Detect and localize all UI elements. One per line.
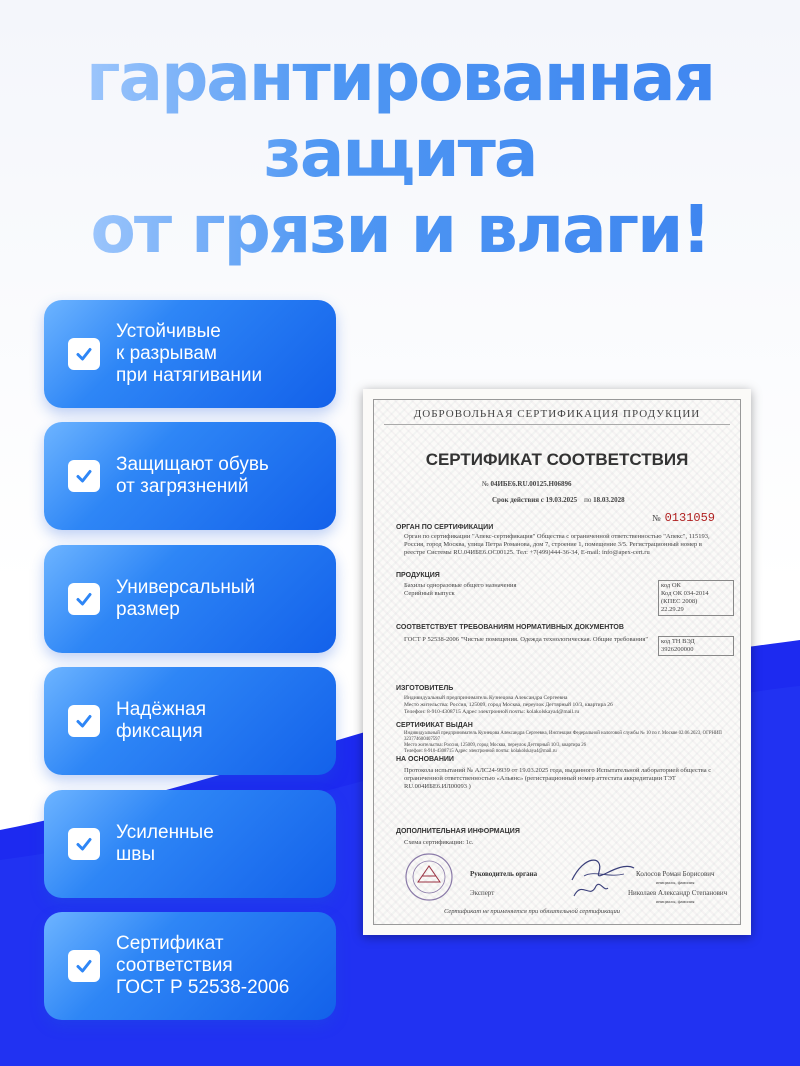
divider xyxy=(384,424,730,425)
feature-text: Универсальный размер xyxy=(116,577,256,620)
reg-number-row: № 04ИБЕ6.RU.00125.H06896 xyxy=(482,480,572,488)
headline-line-3: от грязи и влаги! xyxy=(0,192,800,268)
okpd-code-box: код ОК Код ОК 034-2014 (КПЕС 2008) 22.29.29 xyxy=(658,580,734,616)
product-text: Бахилы одноразовые общего назначения Серийный выпуск xyxy=(404,582,517,597)
requirements-label: СООТВЕТСТВУЕТ ТРЕБОВАНИЯМ НОРМАТИВНЫХ ДОКУМЕНТОВ xyxy=(396,624,624,631)
feature-card-certificate xyxy=(44,912,336,1020)
organ-text: Орган по сертификации "Апекс-сертификация" Общества с ограниченной ответственностью "Апекс", 115193, Россия, город Москва, улица Петра Романова, дом 7, строение 1, помещение 3/5. Регистрационный номер в реестре Системы RU.04ИБЕ6.ОС00125. Тел: +7(499)444-36-34, E-mail: info@apex-cert.ru xyxy=(404,533,710,556)
signature-expert-icon xyxy=(570,878,610,902)
expert-label: Эксперт xyxy=(470,889,495,897)
head-caption: инициалы, фамилия xyxy=(656,880,695,885)
serial-row: № 0131059 xyxy=(652,511,716,525)
head-label: Руководитель органа xyxy=(470,870,538,878)
checkmark-icon xyxy=(68,705,100,737)
organ-label: ОРГАН ПО СЕРТИФИКАЦИИ xyxy=(396,524,494,531)
validity-row: Срок действия с 19.03.2025 по 18.03.2028 xyxy=(492,496,625,504)
feature-text: Надёжная фиксация xyxy=(116,699,206,742)
checkmark-icon xyxy=(68,460,100,492)
headline xyxy=(0,40,800,268)
basis-text: Протокола испытаний № АЛС24-9939 от 19.03.2025 года, выданного Испытательной лабораторией общества с ограниченной ответственностью «Альянс» (регистрационный номер аттестата аккредитации ТЭТ RU.004ИБЕ6.ИЛ00093 ) xyxy=(404,767,712,790)
issued-text: Индивидуальный предприниматель Кузнецова Александра Сергеевна, Инспекция Федеральной налоговой службы № 10 по г. Москве 02.06.2023, ОГРНИП 323774600407597 Место жительства: Россия, 125009, город Москва, переулок Дегтярный 10/3, квартира 26 Телефон: 8-910-4308715 Адрес электронной почты: kolakolskaya4@mail.ru xyxy=(404,731,722,754)
tnved-code-box: код ТН ВЭД 3926200000 xyxy=(658,636,734,656)
basis-label: НА ОСНОВАНИИ xyxy=(396,756,454,763)
checkmark-icon xyxy=(68,338,100,370)
expert-name: Николаев Александр Степанович xyxy=(628,889,728,897)
certificate-frame xyxy=(373,399,741,925)
extra-label: ДОПОЛНИТЕЛЬНАЯ ИНФОРМАЦИЯ xyxy=(396,828,520,835)
reg-number: 04ИБЕ6.RU.00125.H06896 xyxy=(490,480,572,488)
certificate-document xyxy=(363,389,751,935)
issued-label: СЕРТИФИКАТ ВЫДАН xyxy=(396,722,473,729)
maker-label: ИЗГОТОВИТЕЛЬ xyxy=(396,685,454,692)
valid-to: 18.03.2028 xyxy=(593,496,625,504)
checkmark-icon xyxy=(68,828,100,860)
headline-line-2: защита xyxy=(0,116,800,192)
requirements-text: ГОСТ Р 52538-2006 "Чистые помещения. Одежда технологическая. Общие требования" xyxy=(404,636,648,643)
serial-number: 0131059 xyxy=(664,511,716,525)
feature-text: Защищают обувь от загрязнений xyxy=(116,454,269,497)
headline-line-1: гарантированная xyxy=(0,40,800,116)
certificate-footer: Сертификат не применяется при обязательной сертификации xyxy=(444,908,621,915)
product-label: ПРОДУКЦИЯ xyxy=(396,572,440,579)
feature-card-tear-resistant xyxy=(44,300,336,408)
feature-card-protects-shoes xyxy=(44,422,336,530)
checkmark-icon xyxy=(68,950,100,982)
feature-card-reliable-fixation xyxy=(44,667,336,775)
feature-text: Сертификат соответствия ГОСТ Р 52538-2006 xyxy=(116,933,290,998)
head-name: Колосов Роман Борисович xyxy=(636,870,715,878)
feature-text: Усиленные швы xyxy=(116,822,214,865)
checkmark-icon xyxy=(68,583,100,615)
feature-text: Устойчивые к разрывам при натягивании xyxy=(116,321,263,386)
expert-caption: инициалы, фамилия xyxy=(656,899,695,904)
extra-text: Схема сертификации: 1с. xyxy=(404,839,474,846)
maker-text: Индивидуальный предприниматель Кузнецова Александра Сергеевна Место жительства: Россия, 125009, город Москва, переулок Дегтярный 10/3, квартира 26 Телефон: 8-910-4308715 Адрес электронной почты: kolakolskaya4@mail.ru xyxy=(404,695,613,715)
valid-from: 19.03.2025 xyxy=(545,496,578,504)
seal-stamp-icon xyxy=(404,852,454,902)
feature-card-reinforced-seams xyxy=(44,790,336,898)
certificate-header: ДОБРОВОЛЬНАЯ СЕРТИФИКАЦИЯ ПРОДУКЦИИ xyxy=(413,408,701,420)
certificate-title: СЕРТИФИКАТ СООТВЕТСТВИЯ xyxy=(425,450,689,469)
feature-card-universal-size xyxy=(44,545,336,653)
